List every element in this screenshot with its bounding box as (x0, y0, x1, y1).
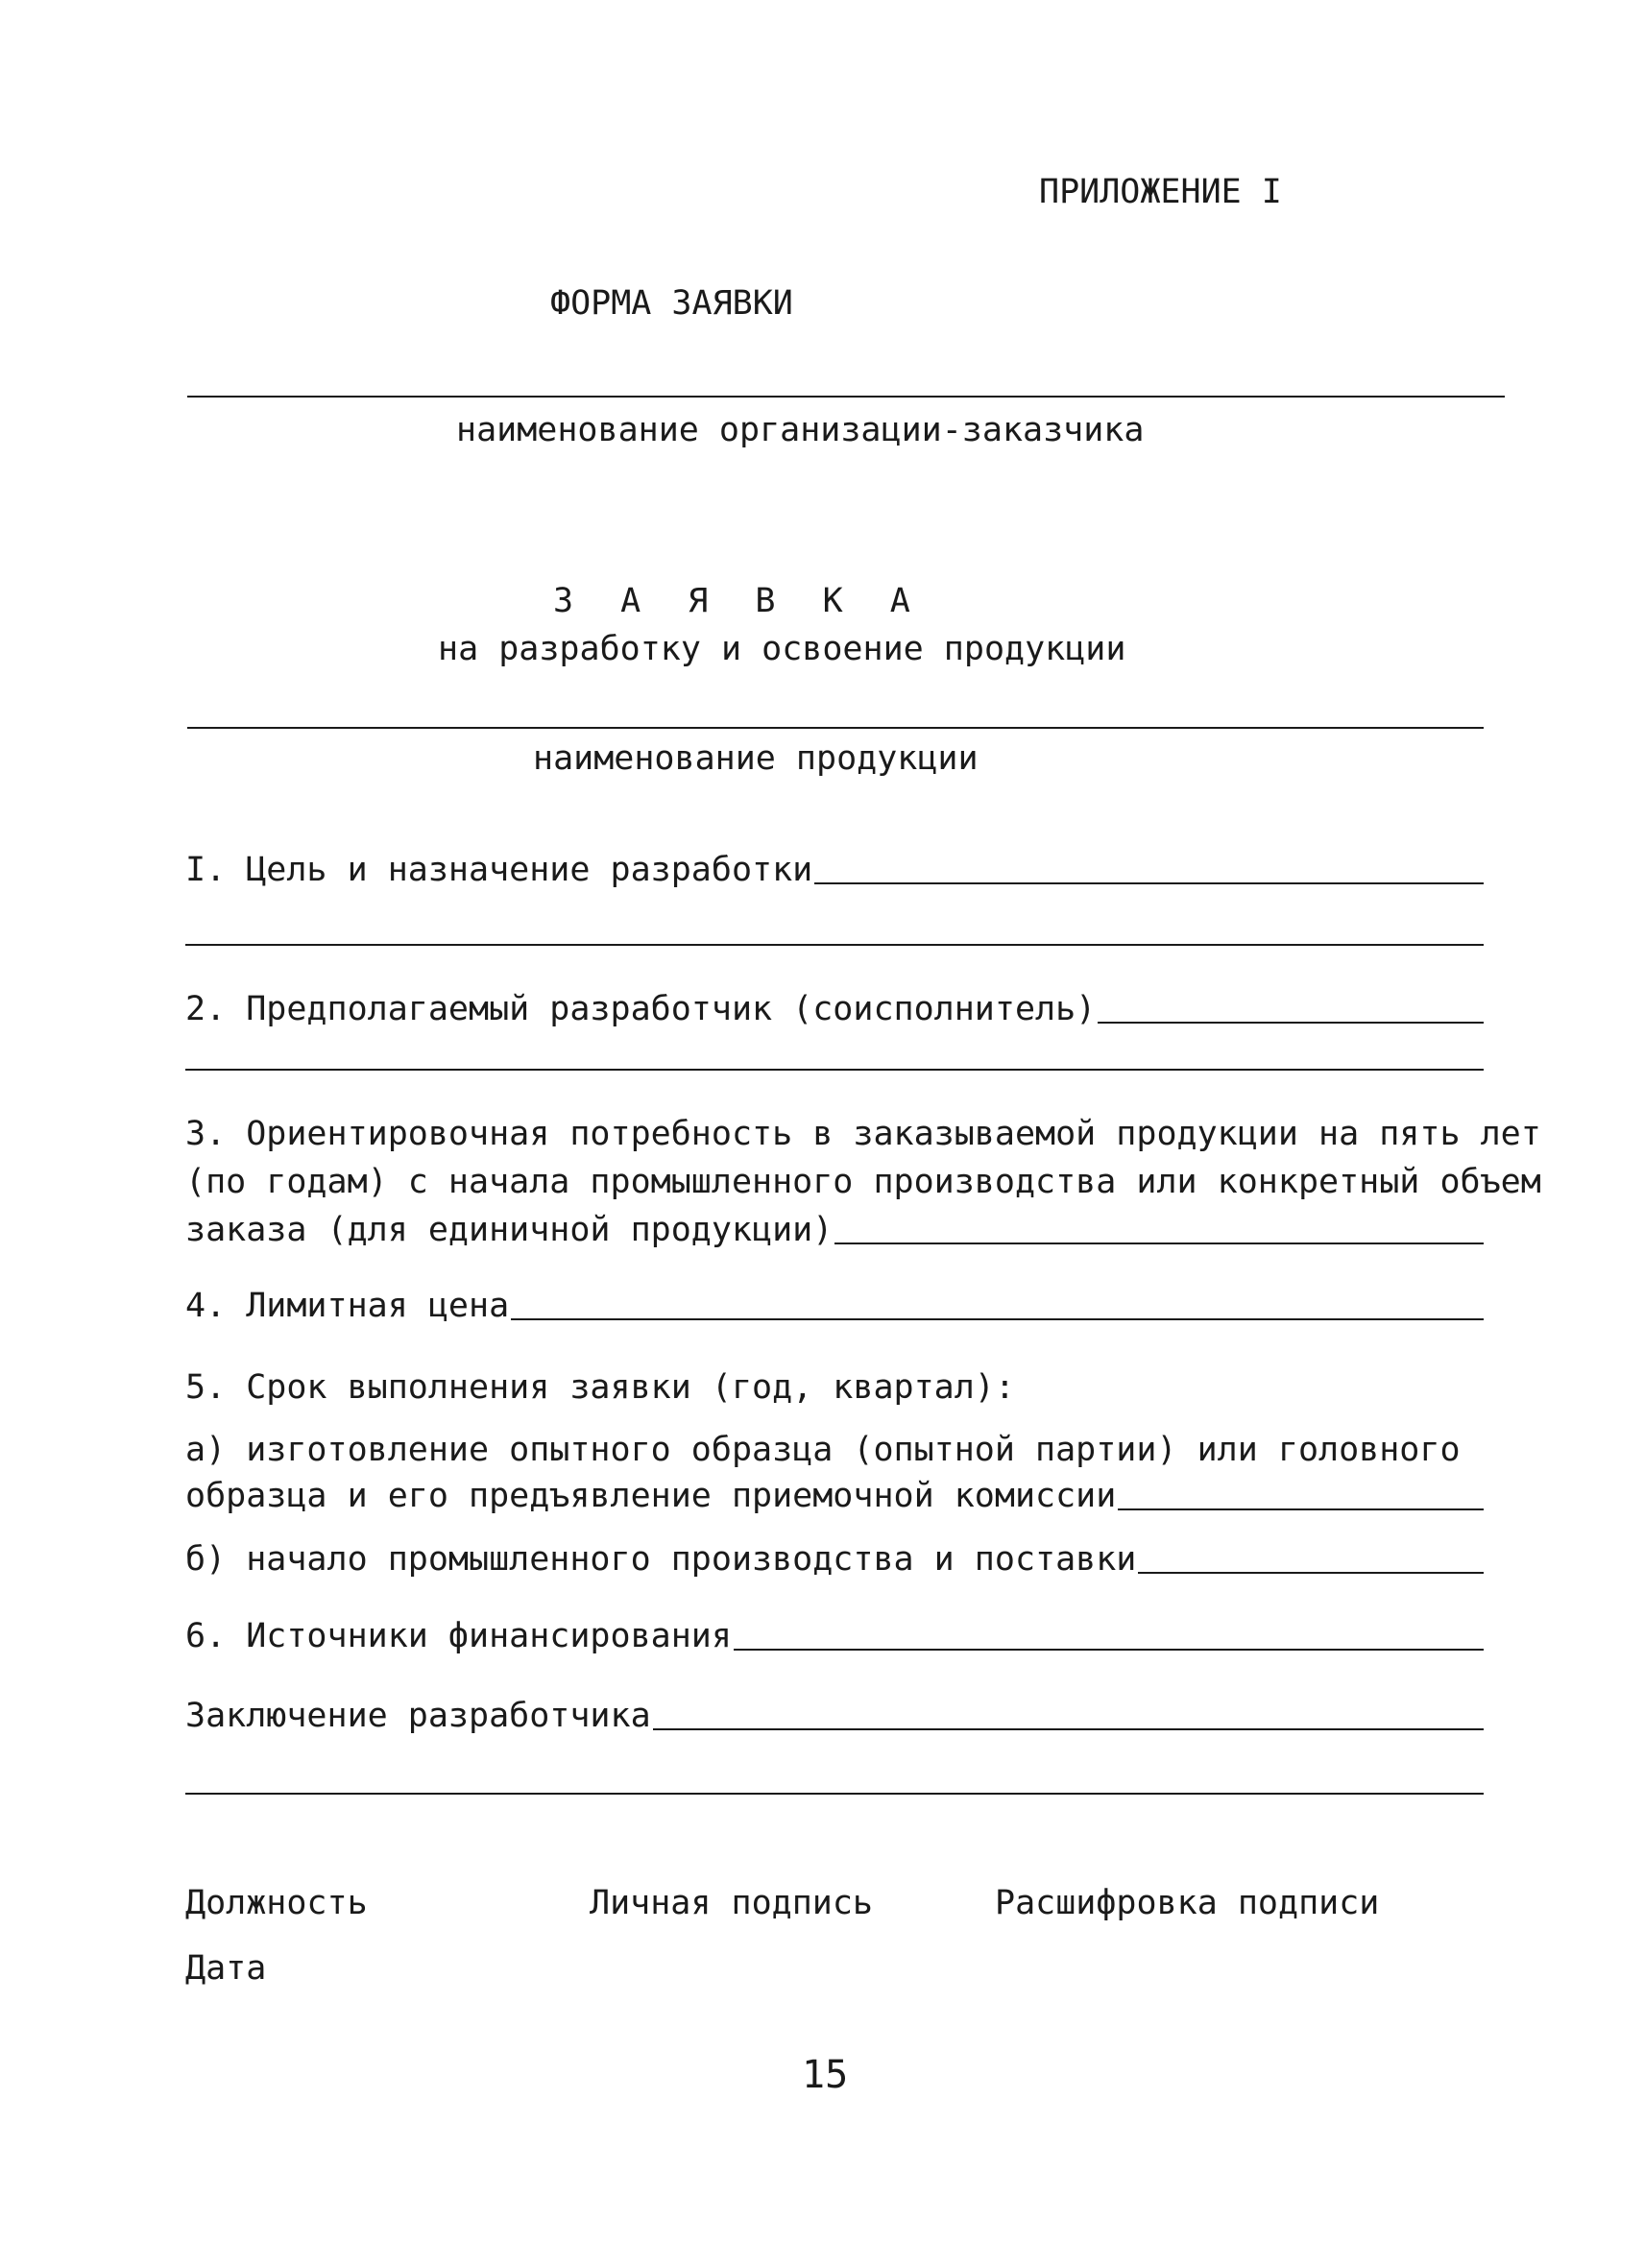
item-4-label: 4. Лимитная цена (185, 1287, 510, 1325)
item-2-row (185, 986, 1484, 1032)
item-2-extra-line[interactable] (185, 1069, 1484, 1071)
item-5b-field[interactable] (1138, 1572, 1484, 1574)
item-2-label: 2. Предполагаемый разработчик (соисполнитель) (185, 990, 1097, 1028)
signature-decoding-label: Расшифровка подписи (995, 1884, 1380, 1922)
conclusion-row (185, 1693, 1484, 1739)
form-title: ФОРМА ЗАЯВКИ (550, 284, 793, 323)
product-caption: наименование продукции (533, 739, 979, 778)
item-3-row (185, 1207, 1484, 1253)
item-5-heading: 5. Срок выполнения заявки (год, квартал): (185, 1368, 1015, 1407)
request-title: З А Я В К А (553, 582, 924, 620)
item-3-label: заказа (для единичной продукции) (185, 1211, 834, 1249)
item-5a-label: образца и его предъявление приемочной комиссии (185, 1477, 1117, 1515)
item-2-field[interactable] (1098, 1022, 1484, 1024)
request-subtitle: на разработку и освоение продукции (438, 630, 1126, 668)
item-4-field[interactable] (511, 1318, 1484, 1320)
item-3-line-2: (по годам) с начала промышленного производства или конкретный объем (185, 1163, 1541, 1201)
conclusion-label: Заключение разработчика (185, 1697, 651, 1735)
date-label: Дата (185, 1949, 267, 1988)
item-3-field[interactable] (834, 1243, 1484, 1244)
item-5b-row (185, 1536, 1484, 1582)
item-6-row (185, 1613, 1484, 1659)
appendix-label: ПРИЛОЖЕНИЕ I (1039, 173, 1282, 211)
item-6-label: 6. Источники финансирования (185, 1617, 732, 1655)
position-label: Должность (185, 1884, 368, 1922)
page-number: 15 (802, 2053, 849, 2097)
item-5b-label: б) начало промышленного производства и поставки (185, 1540, 1137, 1579)
conclusion-extra-line[interactable] (185, 1793, 1484, 1795)
item-5a-field[interactable] (1118, 1508, 1484, 1510)
item-4-row (185, 1283, 1484, 1329)
item-5a-line-1: а) изготовление опытного образца (опытной партии) или головного (185, 1431, 1461, 1469)
conclusion-field[interactable] (653, 1728, 1484, 1730)
item-5a-row (185, 1473, 1484, 1519)
item-1-label: I. Цель и назначение разработки (185, 851, 813, 889)
item-1-row (185, 847, 1484, 893)
item-3-line-1: 3. Ориентировочная потребность в заказываемой продукции на пять лет (185, 1115, 1541, 1153)
item-1-extra-line[interactable] (185, 944, 1484, 946)
customer-caption: наименование организации-заказчика (456, 411, 1145, 449)
item-1-field[interactable] (814, 882, 1484, 884)
customer-name-line (187, 396, 1505, 398)
item-6-field[interactable] (734, 1649, 1484, 1651)
product-name-line (187, 727, 1484, 729)
signature-label: Личная подпись (590, 1884, 874, 1922)
